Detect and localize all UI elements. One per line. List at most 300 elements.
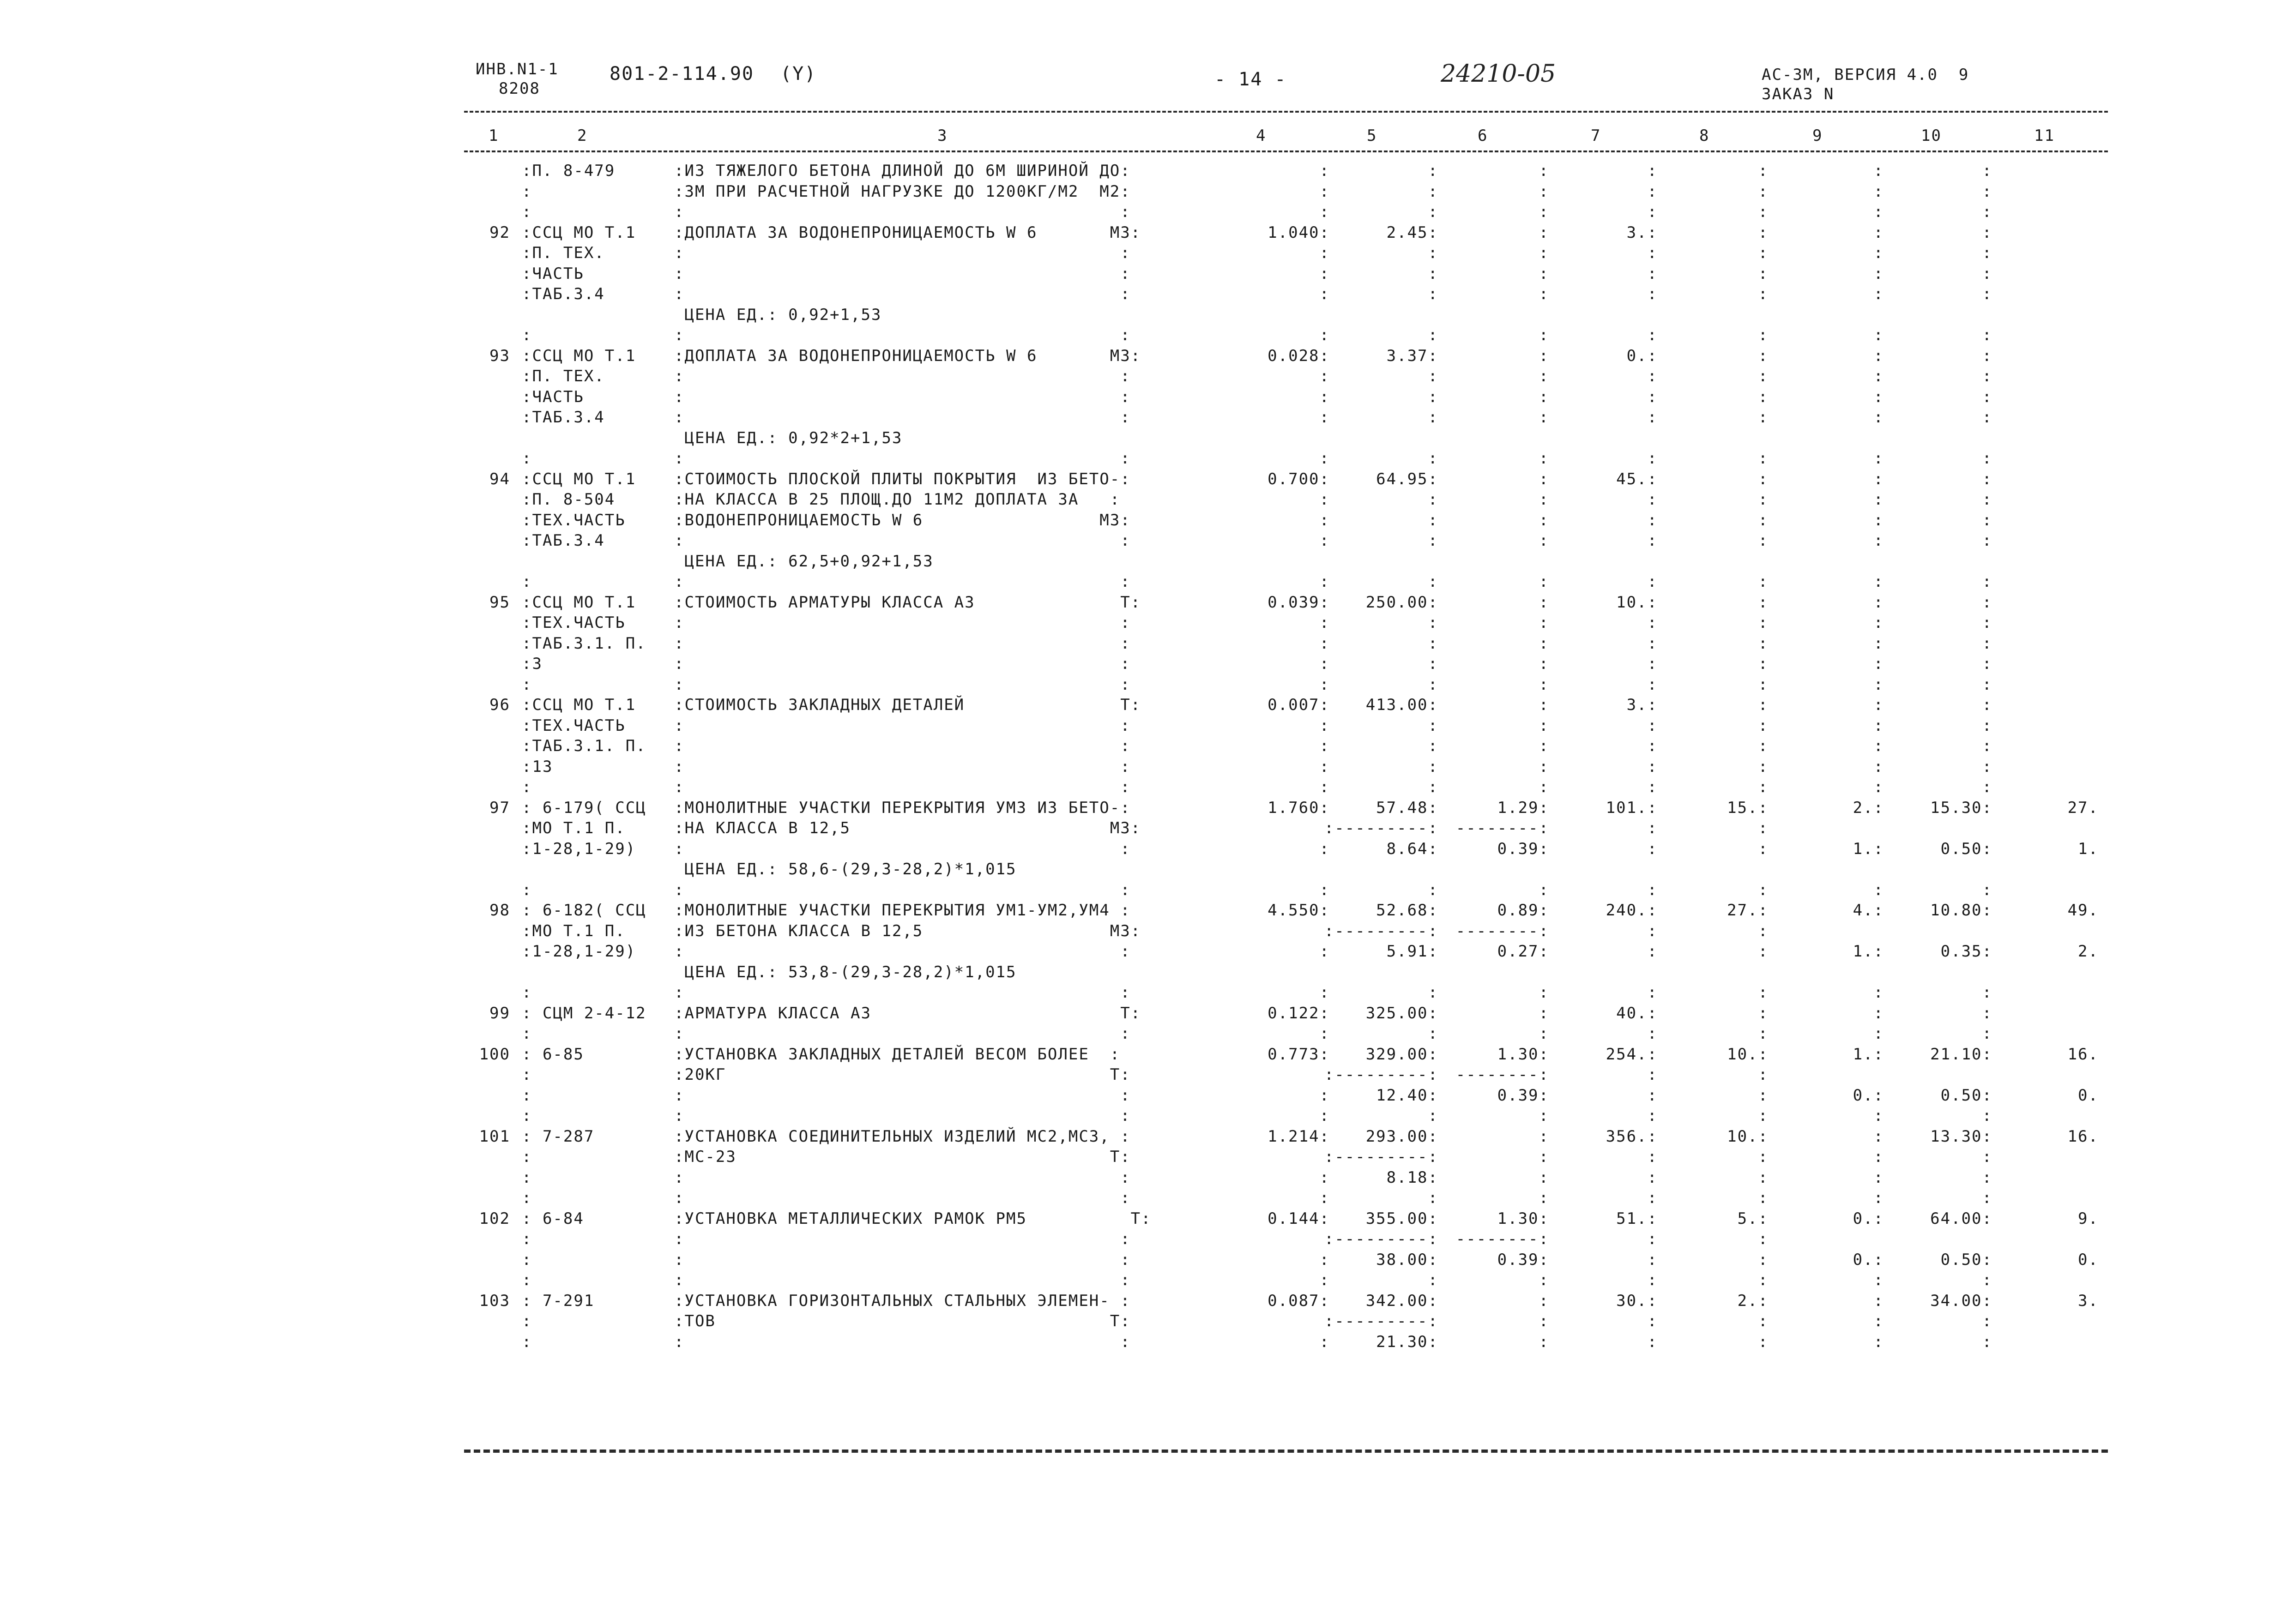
cell-col5: 355.00: [1365, 1209, 1438, 1228]
cell-col1: 101 [479, 1127, 510, 1146]
cell-col2: :П. 8-479 [522, 162, 616, 180]
cell-col8: : [1758, 1250, 1769, 1269]
cell-col3: :ВОДОНЕПРОНИЦАЕМОСТЬ W 6 М3: [674, 511, 1131, 529]
cell-col7: : [1647, 1312, 1658, 1330]
cell-col8: : [1758, 634, 1769, 653]
cell-col11: 27. [2067, 798, 2099, 817]
cell-col2: :ССЦ МО Т.1 [522, 593, 636, 612]
cell-col8: : [1758, 162, 1769, 180]
cell-col2: : [522, 675, 532, 694]
cell-col10: : [1982, 490, 1992, 509]
cell-col6: : [1539, 614, 1549, 632]
cell-col10: : [1982, 737, 1992, 755]
page-number: - 14 - [1214, 69, 1287, 90]
cell-col3: : : [674, 983, 1131, 1002]
cell-col7: : [1647, 675, 1658, 694]
cell-col1: 103 [479, 1291, 510, 1310]
cell-col9: : [1873, 326, 1884, 344]
cell-col6: : [1539, 1107, 1549, 1125]
cell-col4: : [1319, 162, 1330, 180]
cell-col7: : [1647, 572, 1658, 591]
column-header-11: 11 [2034, 126, 2055, 145]
cell-col4: : [1319, 839, 1330, 858]
cell-col9: : [1873, 1291, 1884, 1310]
cell-col5: 21.30: [1376, 1332, 1438, 1351]
cell-col9: : [1873, 162, 1884, 180]
cell-col8: : [1758, 655, 1769, 673]
cell-col4: 0.700: [1268, 469, 1330, 488]
cell-col8: 5.: [1737, 1209, 1769, 1228]
cell-col10: : [1982, 1168, 1992, 1187]
column-header-8: 8 [1699, 126, 1710, 145]
cell-col2: : [522, 1312, 532, 1330]
cell-col4: : [1319, 778, 1330, 796]
cell-col4: : [1319, 203, 1330, 221]
cell-col3: : : [674, 408, 1131, 427]
cell-col4: : [1319, 264, 1330, 283]
cell-col9: : [1873, 490, 1884, 509]
cell-col3: :СТОИМОСТЬ ЗАКЛАДНЫХ ДЕТАЛЕЙ Т: [674, 696, 1141, 714]
cell-col9: : [1873, 655, 1884, 673]
cell-col5: : [1428, 1271, 1438, 1289]
cell-col1: 98 [489, 901, 510, 920]
cell-col4: : [1319, 614, 1330, 632]
cell-col8: : [1758, 1004, 1769, 1023]
cell-col6: : [1539, 223, 1549, 242]
cell-col5: : [1428, 1024, 1438, 1043]
cell-col8: : [1758, 1271, 1769, 1289]
cell-col3: : : [674, 1107, 1131, 1125]
cell-col7: 356.: [1606, 1127, 1658, 1146]
cell-col8: : [1758, 223, 1769, 242]
cell-col2: : [522, 983, 532, 1002]
cell-col2: : 7-291 [522, 1291, 595, 1310]
cell-col7: : [1647, 880, 1658, 899]
cell-col5: : [1428, 531, 1438, 550]
cell-col9: : [1873, 367, 1884, 385]
cell-col9: : [1873, 387, 1884, 406]
cell-col3: :УСТАНОВКА ЗАКЛАДНЫХ ДЕТАЛЕЙ ВЕСОМ БОЛЕЕ : [674, 1045, 1121, 1064]
cell-col7: : [1647, 1230, 1658, 1248]
cell-col5: 64.95: [1376, 469, 1438, 488]
cell-col4: : [1319, 1086, 1330, 1105]
cell-col7: : [1647, 264, 1658, 283]
cell-col10: : [1982, 1024, 1992, 1043]
cell-col3: : : [674, 737, 1131, 755]
cell-col6: : [1539, 531, 1549, 550]
cell-col8: : [1758, 264, 1769, 283]
cell-col2: :П. ТЕХ. [522, 367, 605, 385]
cell-col8: : [1758, 1230, 1769, 1248]
cell-col5: : [1428, 244, 1438, 262]
cell-col10: : [1982, 346, 1992, 365]
cell-col4: : [1319, 531, 1330, 550]
cell-col9: : [1873, 1107, 1884, 1125]
cell-col6: : [1539, 1271, 1549, 1289]
cell-col6: : [1539, 244, 1549, 262]
cell-col9: : [1873, 1168, 1884, 1187]
cell-col8: : [1758, 614, 1769, 632]
cell-col9: : [1873, 983, 1884, 1002]
cell-col3: :20КГ Т: [674, 1065, 1131, 1084]
cell-col5: : [1428, 203, 1438, 221]
cell-col8: : [1758, 983, 1769, 1002]
cell-col7: : [1647, 1065, 1658, 1084]
header-top-rule [464, 111, 2108, 113]
cell-col3: :ТОВ Т: [674, 1312, 1131, 1330]
cell-col9: : [1873, 285, 1884, 303]
cell-col10: 0.35: [1940, 942, 1992, 961]
cell-col2: :ТАБ.3.4 [522, 285, 605, 303]
cell-col7: : [1647, 819, 1658, 837]
cell-col2: : [522, 1230, 532, 1248]
cell-col11: 0. [2078, 1086, 2099, 1105]
cell-col8: : [1758, 880, 1769, 899]
cell-col8: : [1758, 1148, 1769, 1166]
cell-col10: 21.10: [1930, 1045, 1992, 1064]
cell-col5: 12.40: [1376, 1086, 1438, 1105]
cell-col1: 92 [489, 223, 510, 242]
cell-col7: : [1647, 244, 1658, 262]
cell-col4: : [1319, 1271, 1330, 1289]
cell-col9: : [1873, 614, 1884, 632]
cell-col5: :---------: [1324, 819, 1438, 837]
cell-col8: 10.: [1727, 1127, 1769, 1146]
cell-col3: : : [674, 1024, 1131, 1043]
cell-col11: 49. [2067, 901, 2099, 920]
cell-col4: 4.550: [1268, 901, 1330, 920]
cell-col6: : [1539, 572, 1549, 591]
cell-col2: :МО Т.1 П. [522, 921, 626, 940]
cell-col11: 1. [2078, 839, 2099, 858]
column-header-9: 9 [1812, 126, 1823, 145]
cell-col7: : [1647, 285, 1658, 303]
cell-col8: : [1758, 716, 1769, 735]
cell-col5: : [1428, 737, 1438, 755]
cell-col7: : [1647, 839, 1658, 858]
cell-col4: : [1319, 285, 1330, 303]
cell-col3: : : [674, 1332, 1131, 1351]
cell-col7: 254.: [1606, 1045, 1658, 1064]
cell-col5: : [1428, 162, 1438, 180]
cell-col10: : [1982, 1271, 1992, 1289]
cell-col2: : [522, 182, 532, 201]
cell-col3: : : [674, 572, 1131, 591]
cell-col5: : [1428, 387, 1438, 406]
cell-col3: :УСТАНОВКА СОЕДИНИТЕЛЬНЫХ ИЗДЕЛИЙ МС2,МС3, : [674, 1127, 1131, 1146]
column-header-4: 4 [1256, 126, 1267, 145]
cell-col7: : [1647, 182, 1658, 201]
cell-col6: : [1539, 1168, 1549, 1187]
cell-col5: 8.18: [1386, 1168, 1438, 1187]
cell-col8: : [1758, 203, 1769, 221]
cell-col5: : [1428, 326, 1438, 344]
cell-col10: : [1982, 469, 1992, 488]
cell-col2: :ССЦ МО Т.1 [522, 469, 636, 488]
cell-col5: 325.00: [1365, 1004, 1438, 1023]
cell-col2: : [522, 1168, 532, 1187]
cell-col6: 0.27: [1497, 942, 1549, 961]
cell-col6: : [1539, 387, 1549, 406]
column-header-6: 6 [1478, 126, 1488, 145]
cell-col6: : [1539, 737, 1549, 755]
project-code: 801-2-114.90 [610, 63, 754, 84]
cell-col9: 1.: [1853, 942, 1884, 961]
cell-col2: : [522, 1024, 532, 1043]
cell-col3: :ИЗ БЕТОНА КЛАССА В 12,5 М3: [674, 921, 1141, 940]
cell-col9: : [1873, 737, 1884, 755]
cell-col3: : : [674, 1250, 1131, 1269]
cell-col9: : [1873, 511, 1884, 529]
cell-col7: 10.: [1616, 593, 1658, 612]
cell-col11: 3. [2078, 1291, 2099, 1310]
cell-col7: : [1647, 1250, 1658, 1269]
cell-col10: : [1982, 593, 1992, 612]
cell-col10: : [1982, 1107, 1992, 1125]
cell-col5: 3.37: [1386, 346, 1438, 365]
cell-col4: 0.087: [1268, 1291, 1330, 1310]
cell-col8: : [1758, 757, 1769, 776]
cell-col4: : [1319, 1189, 1330, 1207]
cell-col6: : [1539, 326, 1549, 344]
cell-col10: : [1982, 1189, 1992, 1207]
cell-col3: : : [674, 778, 1131, 796]
cell-col2: : [522, 778, 532, 796]
cell-col10: : [1982, 778, 1992, 796]
cell-col10: 0.50: [1940, 1086, 1992, 1105]
cell-col2: : 6-179( ССЦ [522, 798, 646, 817]
column-header-2: 2 [577, 126, 588, 145]
cell-col4: 0.028: [1268, 346, 1330, 365]
cell-col7: : [1647, 634, 1658, 653]
cell-col10: 10.80: [1930, 901, 1992, 920]
cell-col10: : [1982, 1004, 1992, 1023]
cell-col5: : [1428, 449, 1438, 468]
cell-col9: : [1873, 880, 1884, 899]
cell-col3: ЦЕНА ЕД.: 62,5+0,92+1,53 [674, 552, 934, 571]
cell-col7: : [1647, 778, 1658, 796]
cell-col5: : [1428, 757, 1438, 776]
cell-col4: : [1319, 1250, 1330, 1269]
cell-col4: : [1319, 449, 1330, 468]
cell-col5: 52.68: [1376, 901, 1438, 920]
cell-col3: : : [674, 675, 1131, 694]
cell-col2: : 6-182( ССЦ [522, 901, 646, 920]
cell-col11: 16. [2067, 1045, 2099, 1064]
cell-col5: : [1428, 614, 1438, 632]
cell-col5: : [1428, 655, 1438, 673]
cell-col10: : [1982, 572, 1992, 591]
cell-col6: : [1539, 367, 1549, 385]
cell-col9: : [1873, 346, 1884, 365]
cell-col10: : [1982, 511, 1992, 529]
cell-col4: : [1319, 1168, 1330, 1187]
cell-col8: : [1758, 942, 1769, 961]
cell-col4: 0.122: [1268, 1004, 1330, 1023]
cell-col6: : [1539, 880, 1549, 899]
cell-col2: : [522, 1189, 532, 1207]
cell-col7: : [1647, 387, 1658, 406]
cell-col1: 97 [489, 798, 510, 817]
cell-col6: 0.39: [1497, 1086, 1549, 1105]
cell-col9: 0.: [1853, 1086, 1884, 1105]
cell-col2: :ССЦ МО Т.1 [522, 346, 636, 365]
cell-col3: : : [674, 244, 1131, 262]
cell-col2: :ССЦ МО Т.1 [522, 223, 636, 242]
cell-col8: 2.: [1737, 1291, 1769, 1310]
cell-col3: :УСТАНОВКА МЕТАЛЛИЧЕСКИХ РАМОК РМ5 Т: [674, 1209, 1152, 1228]
cell-col8: : [1758, 408, 1769, 427]
cell-col2: : [522, 449, 532, 468]
cell-col5: 250.00: [1365, 593, 1438, 612]
cell-col10: : [1982, 162, 1992, 180]
cell-col10: : [1982, 449, 1992, 468]
cell-col9: 1.: [1853, 839, 1884, 858]
cell-col7: : [1647, 655, 1658, 673]
cell-col2: :3 [522, 655, 543, 673]
cell-col5: :---------: [1324, 1065, 1438, 1084]
column-header-5: 5 [1367, 126, 1377, 145]
cell-col6: : [1539, 675, 1549, 694]
cell-col10: : [1982, 326, 1992, 344]
cell-col6: : [1539, 778, 1549, 796]
cell-col6: : [1539, 1127, 1549, 1146]
cell-col9: : [1873, 593, 1884, 612]
cell-col10: : [1982, 675, 1992, 694]
cell-col6: --------: [1455, 1230, 1549, 1248]
cell-col4: : [1319, 326, 1330, 344]
cell-col7: : [1647, 983, 1658, 1002]
cell-col3: :МС-23 Т: [674, 1148, 1131, 1166]
cell-col10: : [1982, 182, 1992, 201]
cell-col4: 1.040: [1268, 223, 1330, 242]
cell-col2: :ССЦ МО Т.1 [522, 696, 636, 714]
cell-col3: :СТОИМОСТЬ АРМАТУРЫ КЛАССА А3 Т: [674, 593, 1141, 612]
cell-col8: : [1758, 572, 1769, 591]
order-number: ЗАКАЗ N [1762, 85, 1835, 103]
cell-col7: : [1647, 531, 1658, 550]
cell-col10: 64.00: [1930, 1209, 1992, 1228]
cell-col8: : [1758, 285, 1769, 303]
cell-col3: : : [674, 1189, 1131, 1207]
cell-col7: 30.: [1616, 1291, 1658, 1310]
cell-col6: 0.39: [1497, 1250, 1549, 1269]
cell-col2: :13 [522, 757, 553, 776]
cell-col4: : [1319, 1024, 1330, 1043]
cell-col3: : : [674, 1271, 1131, 1289]
cell-col3: : : [674, 367, 1131, 385]
cell-col4: 1.760: [1268, 798, 1330, 817]
cell-col4: 0.144: [1268, 1209, 1330, 1228]
cell-col9: : [1873, 449, 1884, 468]
cell-col7: : [1647, 1148, 1658, 1166]
cell-col9: : [1873, 223, 1884, 242]
cell-col10: : [1982, 983, 1992, 1002]
cell-col2: : [522, 1107, 532, 1125]
cell-col9: : [1873, 408, 1884, 427]
cell-col5: : [1428, 367, 1438, 385]
cell-col6: : [1539, 593, 1549, 612]
cell-col9: 0.: [1853, 1250, 1884, 1269]
cell-col6: : [1539, 469, 1549, 488]
cell-col8: : [1758, 367, 1769, 385]
column-header-1: 1 [489, 126, 499, 145]
cell-col3: ЦЕНА ЕД.: 53,8-(29,3-28,2)*1,015 [674, 962, 1017, 981]
cell-col2: :ТАБ.3.4 [522, 408, 605, 427]
cell-col10: : [1982, 634, 1992, 653]
cell-col2: :ТАБ.3.1. П. [522, 634, 646, 653]
cell-col3: : : [674, 203, 1131, 221]
cell-col5: 8.64: [1386, 839, 1438, 858]
cell-col1: 95 [489, 593, 510, 612]
cell-col7: : [1647, 326, 1658, 344]
cell-col3: : : [674, 1168, 1131, 1187]
cell-col2: : [522, 1250, 532, 1269]
cell-col9: : [1873, 634, 1884, 653]
cell-col2: :ТЕХ.ЧАСТЬ [522, 716, 626, 735]
cell-col8: : [1758, 531, 1769, 550]
cell-col5: : [1428, 182, 1438, 201]
cell-col3: : : [674, 839, 1131, 858]
cell-col8: : [1758, 1107, 1769, 1125]
cell-col9: : [1873, 264, 1884, 283]
cell-col8: 10.: [1727, 1045, 1769, 1064]
cell-col4: 0.773: [1268, 1045, 1330, 1064]
cell-col3: : : [674, 326, 1131, 344]
estimate-number: 24210-05 [1441, 60, 1556, 88]
cell-col9: : [1873, 675, 1884, 694]
cell-col5: : [1428, 1107, 1438, 1125]
cell-col2: : 6-84 [522, 1209, 584, 1228]
cell-col4: : [1319, 244, 1330, 262]
cell-col10: : [1982, 1332, 1992, 1351]
cell-col5: : [1428, 572, 1438, 591]
cell-col4: 0.039: [1268, 593, 1330, 612]
cell-col4: : [1319, 942, 1330, 961]
cell-col3: :МОНОЛИТНЫЕ УЧАСТКИ ПЕРЕКРЫТИЯ УМ3 ИЗ БЕТО-: [674, 798, 1131, 817]
cell-col7: : [1647, 921, 1658, 940]
cell-col7: : [1647, 716, 1658, 735]
cell-col10: : [1982, 880, 1992, 899]
cell-col4: : [1319, 634, 1330, 653]
cell-col3: ЦЕНА ЕД.: 0,92*2+1,53 [674, 428, 903, 447]
cell-col7: : [1647, 162, 1658, 180]
cell-col9: : [1873, 1024, 1884, 1043]
cell-col9: : [1873, 1332, 1884, 1351]
cell-col7: : [1647, 367, 1658, 385]
cell-col6: : [1539, 408, 1549, 427]
cell-col7: : [1647, 1086, 1658, 1105]
cell-col4: : [1319, 675, 1330, 694]
cell-col6: : [1539, 1024, 1549, 1043]
cell-col8: : [1758, 819, 1769, 837]
cell-col7: : [1647, 203, 1658, 221]
cell-col1: 96 [489, 696, 510, 714]
cell-col8: : [1758, 1024, 1769, 1043]
cell-col6: : [1539, 757, 1549, 776]
cell-col9: 4.: [1853, 901, 1884, 920]
inventory-label: ИНВ.N1-1 [476, 60, 559, 78]
cell-col3: :НА КЛАССА В 12,5 М3: [674, 819, 1141, 837]
cell-col4: 0.007: [1268, 696, 1330, 714]
cell-col6: : [1539, 511, 1549, 529]
cell-col7: 3.: [1626, 223, 1658, 242]
cell-col7: : [1647, 942, 1658, 961]
cell-col3: : : [674, 655, 1131, 673]
cell-col4: : [1319, 716, 1330, 735]
cell-col8: : [1758, 387, 1769, 406]
cell-col7: : [1647, 1107, 1658, 1125]
